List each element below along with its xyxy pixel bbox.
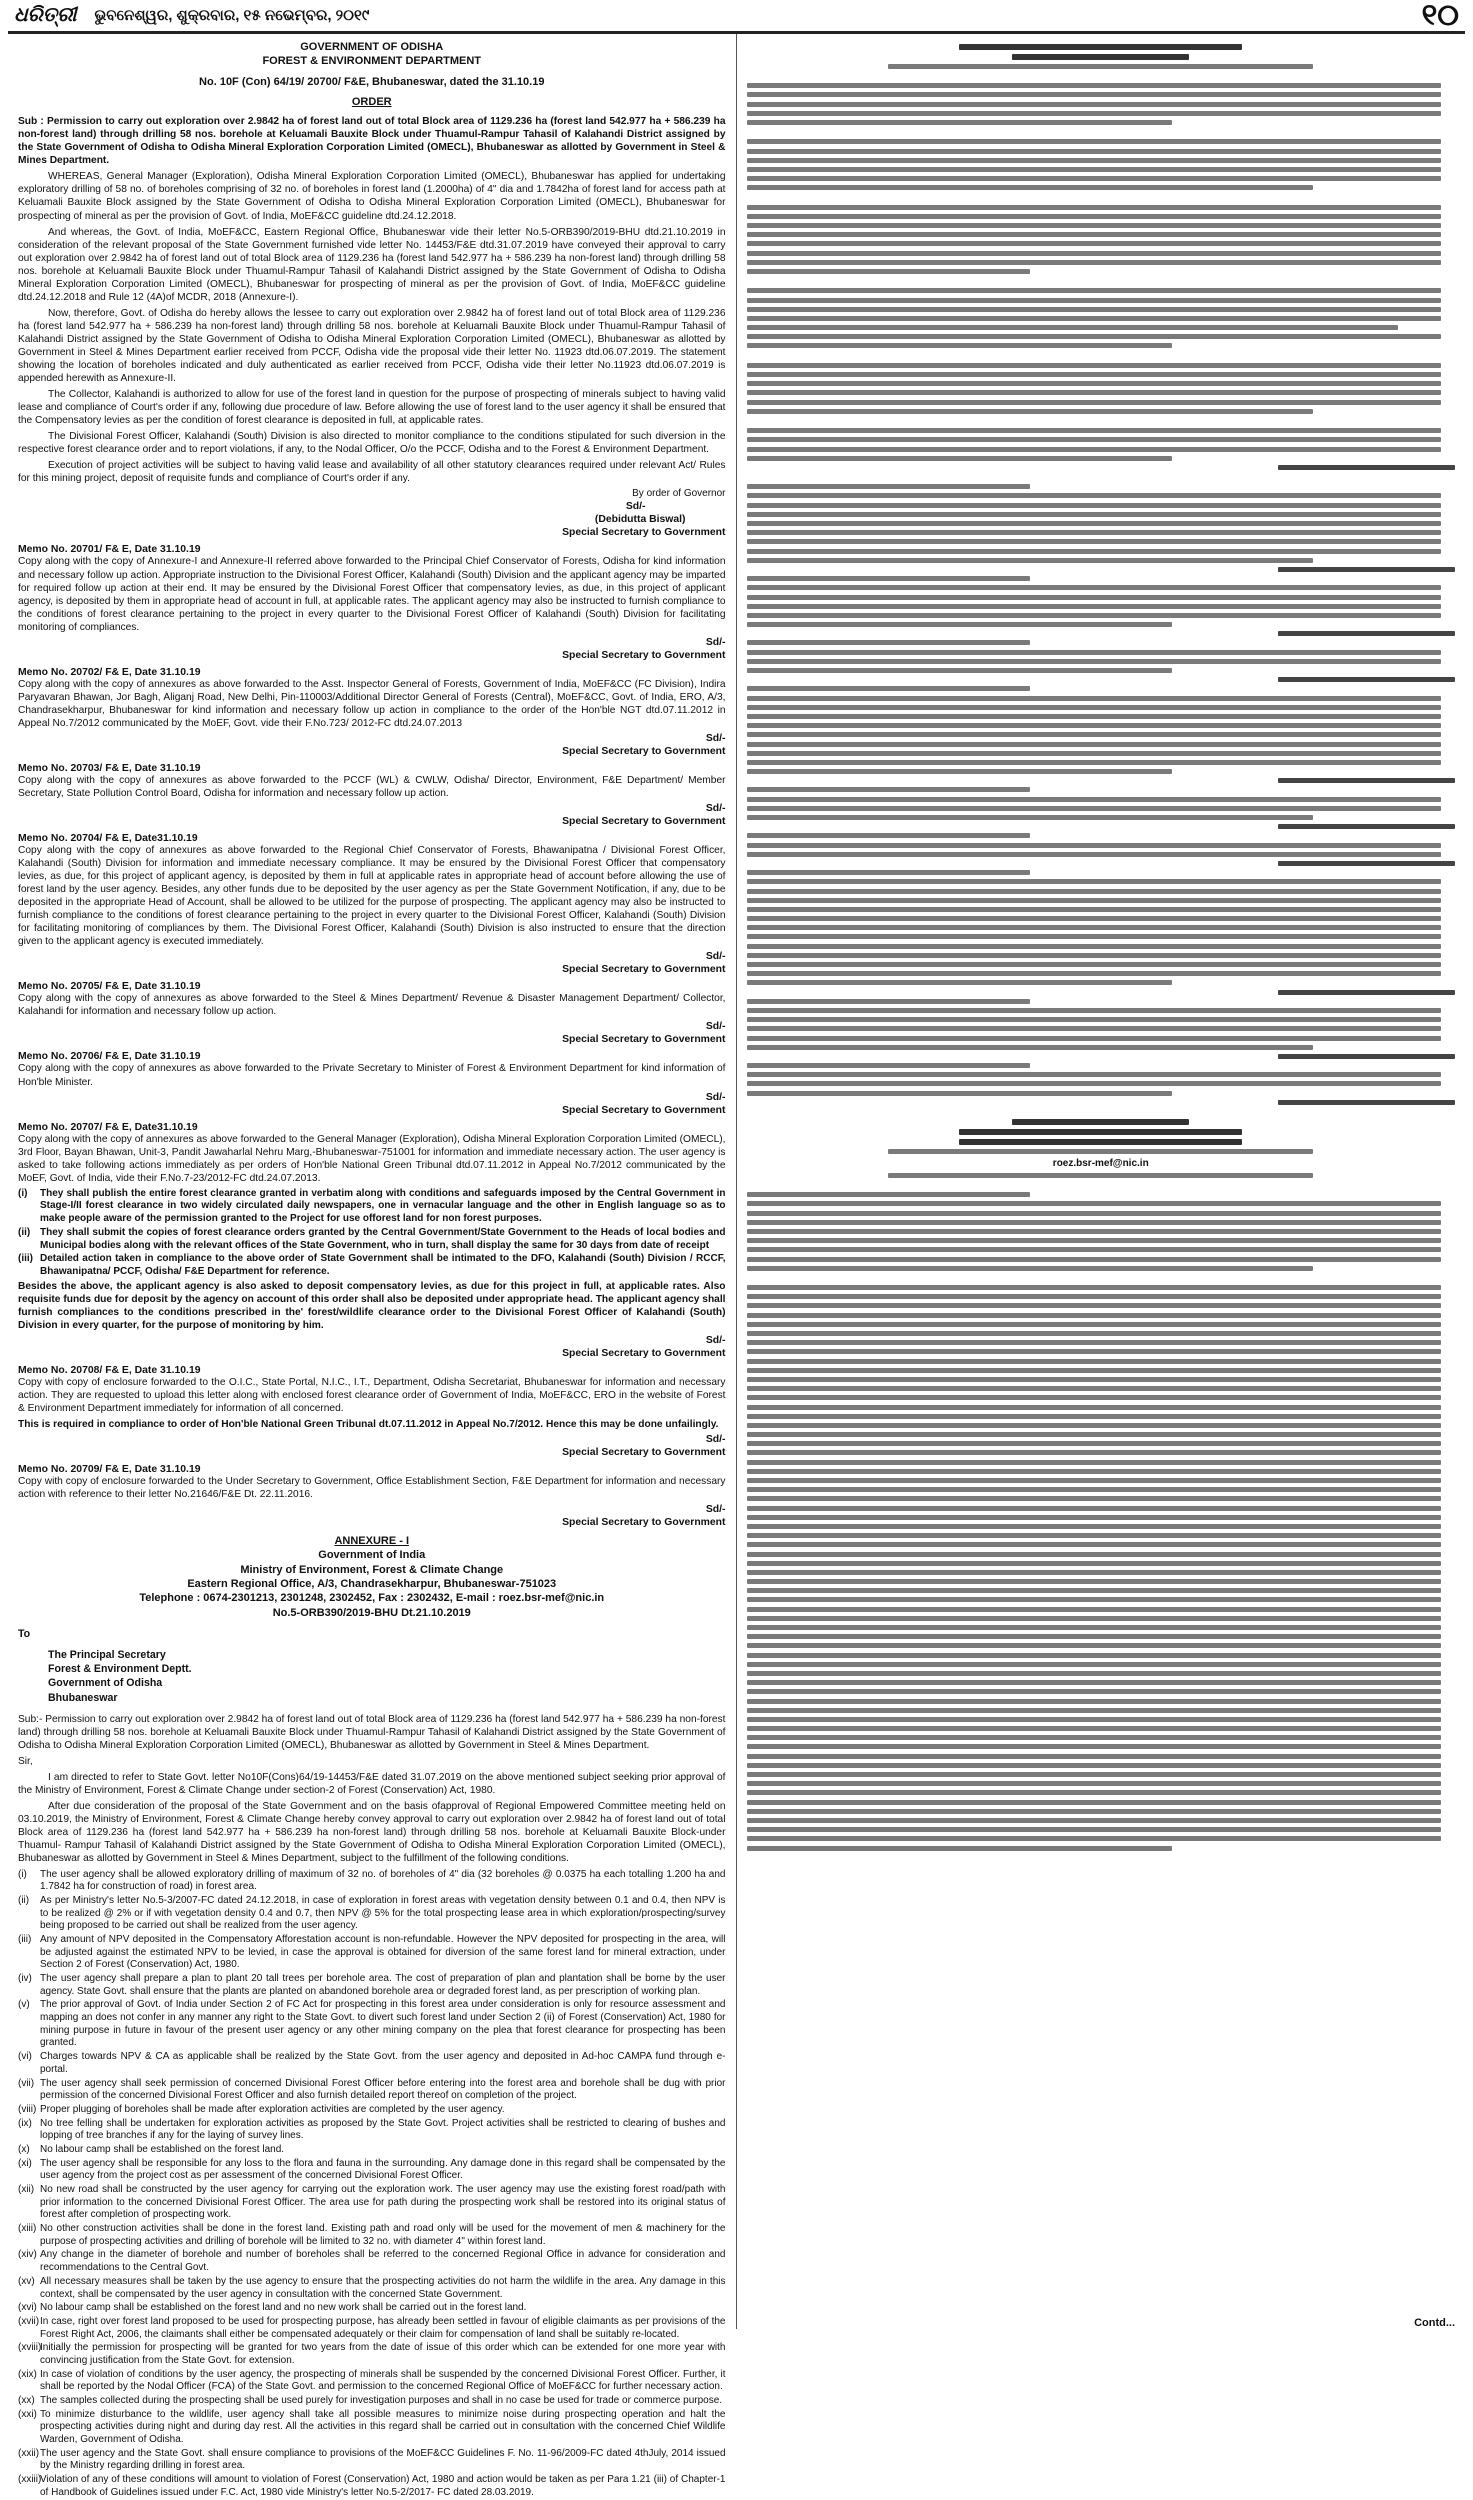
odia-text-line bbox=[747, 260, 1441, 265]
header-dateline: ଭୁବନେଶ୍ୱର, ଶୁକ୍ରବାର, ୧୫ ନଭେମ୍ବର, ୨୦୧୯ bbox=[94, 7, 370, 24]
odia-text-line bbox=[747, 409, 1314, 414]
odia-text-line bbox=[747, 1257, 1441, 1262]
odia-text-line bbox=[747, 879, 1441, 884]
condition-item: (xvii) In case, right over forest land proposed to be used for prospecting purpose, has already been settled in favour of eligible claimants as per provisions of the Forest Right Act, 2006, the claimants shall either be compensated adequately or their claim for compensation of land shall be suitably re-located. bbox=[18, 2315, 726, 2340]
odia-text-line bbox=[747, 167, 1441, 172]
signatory-designation: Special Secretary to Government bbox=[562, 1517, 726, 1529]
odia-text-block bbox=[747, 44, 1456, 1851]
odia-text-line bbox=[747, 1091, 1172, 1096]
odia-text-line bbox=[747, 1377, 1441, 1382]
odia-text-line bbox=[747, 852, 1441, 857]
memo-title: Memo No. 20706/ F& E, Date 31.10.19 bbox=[18, 1051, 201, 1063]
condition-item: (iv) The user agency shall prepare a plan to plant 20 tall trees per borehole area. The cost of preparation of plan and plantation shall be borne by the user agency. State Govt. shall ensure that the plants are planted on abandoned borehole area or degraded forest land, as per prescription of working plan. bbox=[18, 1973, 726, 1997]
odia-text-line bbox=[747, 806, 1441, 811]
odia-text-line bbox=[747, 843, 1441, 848]
odia-text-line bbox=[747, 686, 1030, 691]
odia-text-line bbox=[747, 1201, 1441, 1206]
odia-text-line bbox=[747, 428, 1441, 433]
odia-text-line bbox=[747, 1607, 1441, 1612]
odia-text-line bbox=[747, 1506, 1441, 1511]
odia-text-line bbox=[747, 1588, 1441, 1593]
odia-text-line bbox=[747, 1763, 1441, 1768]
order-para-3: Now, therefore, Govt. of Odisha do hereby allows the lessee to carry out exploration over 2.9842 ha of forest land out of total Block area of 1129.236 ha (forest land 542.977 ha + 586.239 ha non-forest land) through drilling 58 nos. borehole at Keluamali Bauxite Block under Thuamul-Rampur Tahasil of Kalahandi District assigned by the State Government of Odisha to Odisha Mineral Exploration Corporation Limited (OMECL), Bhubaneswar as allotted by Government in Steel & Mines Department earlier received from PCCF, Odisha vide the proposal vide their letter No. 11923 dtd.06.07.2019. The statement showing the location of boreholes indicated and duly authenticated as earlier received from PCCF, Odisha vide their letter No.11923 dtd.06.07.2019 is appended herewith as Annexure-II. bbox=[18, 307, 726, 385]
signatory-designation: Special Secretary to Government bbox=[562, 1446, 726, 1458]
memo-title: Memo No. 20702/ F& E, Date 31.10.19 bbox=[18, 666, 201, 678]
odia-text-line bbox=[747, 1561, 1441, 1566]
odia-text-line bbox=[747, 447, 1441, 452]
annexure-line: Government of India bbox=[318, 1549, 426, 1562]
odia-text-line bbox=[747, 1533, 1441, 1538]
odia-text-line bbox=[1278, 677, 1455, 682]
condition-item: (xvi) No labour camp shall be established on the forest land and no new work shall be carried out in the forest land. bbox=[18, 2302, 527, 2314]
signatory-designation: Special Secretary to Government bbox=[562, 1104, 726, 1116]
odia-text-line bbox=[747, 640, 1030, 645]
odia-text-line bbox=[747, 1008, 1441, 1013]
odia-text-line bbox=[1278, 465, 1455, 470]
odia-text-line bbox=[747, 1515, 1441, 1520]
odia-text-line bbox=[888, 1149, 1313, 1154]
odia-text-line bbox=[747, 390, 1441, 395]
odia-text-line bbox=[747, 521, 1441, 526]
odia-text-line bbox=[747, 353, 1456, 359]
continued-label: Contd... bbox=[1414, 2317, 1455, 2329]
odia-text-line bbox=[747, 1340, 1441, 1345]
sd-mark: Sd/- bbox=[705, 1504, 726, 1516]
odia-text-line bbox=[747, 999, 1030, 1004]
odia-text-line bbox=[747, 1579, 1441, 1584]
condition-item: (i) The user agency shall be allowed exploratory drilling of maximum of 32 no. of boreholes of 4" dia (32 boreholes @ 0.0375 ha each totalling 1.200 ha and 1.7842 ha for construction of road) in forest area. bbox=[18, 1868, 726, 1893]
odia-text-line bbox=[747, 1395, 1441, 1400]
odia-text-line bbox=[747, 760, 1441, 765]
sd-mark: Sd/- bbox=[625, 501, 646, 513]
odia-text-line bbox=[747, 1450, 1441, 1455]
odia-text-line bbox=[1278, 1100, 1455, 1105]
conditions-list bbox=[18, 1869, 726, 2500]
odia-text-line bbox=[747, 316, 1441, 321]
english-notice-column bbox=[8, 34, 737, 2498]
odia-text-line bbox=[747, 1800, 1441, 1805]
odia-text-line bbox=[747, 742, 1441, 747]
condition-item: (v) The prior approval of Govt. of India under Section 2 of FC Act for prospecting in this forest area under consideration is only for resource assessment and mapping an does not confer in any manner any right to the State Govt. to divert such forest land under Section 2 (ii) of Forest (Conservation) Act, 1980 for mining purpose in future in favour of the present user agency or any other mining company on the plea that forest clearance for prospecting has been granted. bbox=[18, 1999, 726, 2049]
odia-text-line bbox=[747, 732, 1441, 737]
page-number: ୧୦ bbox=[1421, 0, 1459, 32]
condition-item: (xiii) No other construction activities shall be done in the forest land. Existing path and road only will be used for the movement of men & machinery for the purpose of prospecting activities and drilling of borehole will be limited to 32 no. with diameter 4" within forest land. bbox=[18, 2223, 726, 2247]
order-para-4: The Collector, Kalahandi is authorized to allow for use of the forest land in question for the purpose of prospecting of minerals subject to having valid lease and compliance of Court's order if any, following due procedure of law. Before allowing the use of forest land to the user agency it shall be ensured that the Compensatory levies as per the condition of forest clearance is deposited in full, at applicable rates. bbox=[18, 389, 726, 427]
sd-mark: Sd/- bbox=[705, 803, 726, 815]
odia-text-line bbox=[747, 1846, 1172, 1851]
memo-body: Copy along with the copy of annexures as above forwarded to the General Manager (Exploration), Odisha Mineral Exploration Corporation Limited (OMECL), 3rd Floor, Bayan Bhawan, Unit-3, Pandit Jawaharlal Nehru Marg,-Bhubaneswar-751001 for information and immediate necessary action. The user agency is asked to take following actions immediately as per orders of Hon'ble National Green Tribunal dtd.07.11.2012 in Appeal No.7/2012 communicated by the MoEF, Govt. of India, vide their F.No.7-23/2012-FC dtd.24.07.2013. bbox=[18, 1133, 726, 1184]
odia-text-line bbox=[747, 484, 1030, 489]
odia-text-line bbox=[747, 158, 1441, 163]
odia-text-line bbox=[747, 1689, 1441, 1694]
odia-text-line bbox=[747, 622, 1172, 627]
odia-text-line bbox=[747, 1432, 1441, 1437]
odia-text-line bbox=[747, 400, 1441, 405]
odia-text-line bbox=[747, 1331, 1441, 1336]
annexure-para: I am directed to refer to State Govt. letter No10F(Cons)64/19-14453/F&E dated 31.07.2019 on the above mentioned subject seeking prior approval of the Ministry of Environment, Forest & Climate Change under section-2 of Forest (Conservation) Act, 1980. bbox=[18, 1772, 726, 1797]
odia-text-line bbox=[747, 1266, 1314, 1271]
odia-text-line bbox=[747, 1478, 1441, 1483]
sd-mark: Sd/- bbox=[705, 1334, 726, 1346]
odia-text-line bbox=[1278, 778, 1455, 783]
odia-text-line bbox=[747, 1827, 1441, 1832]
odia-text-line bbox=[747, 1726, 1441, 1731]
odia-text-line bbox=[747, 1036, 1441, 1041]
odia-text-line bbox=[1278, 567, 1455, 572]
condition-item: (iii) Any amount of NPV deposited in the Compensatory Afforestation account is non-refundable. However the NPV deposited for prospecting in the area, will be adjusted against the estimated NPV to be levied, in case the approval is obtained for diversion of the same forest land for mineral extraction, under Section 2 of Forest (Conservation) Act, 1980. bbox=[18, 1933, 726, 1971]
dept-heading: FOREST & ENVIRONMENT DEPARTMENT bbox=[262, 55, 482, 68]
odia-text-line bbox=[747, 1699, 1441, 1704]
memo-title: Memo No. 20707/ F& E, Date31.10.19 bbox=[18, 1121, 198, 1133]
odia-text-line bbox=[747, 474, 1456, 480]
sd-mark: Sd/- bbox=[705, 1433, 726, 1445]
signatory-designation: Special Secretary to Government bbox=[562, 649, 726, 661]
order-para-6: Execution of project activities will be subject to having valid lease and availability of all other statutory clearances required under relevant Act/ Rules for this mining project, deposit of requisite funds and compliance of Court's order if any. bbox=[18, 460, 726, 485]
annexure-title: ANNEXURE - I bbox=[334, 1535, 410, 1548]
odia-text-line bbox=[747, 1552, 1441, 1557]
odia-text-line bbox=[747, 659, 1441, 664]
memo-body: Copy along with the copy of annexures as above forwarded to the Asst. Inspector General of Forests, Government of India, MoEF&CC (FC Division), Indira Paryavaran Bhawan, Jor Bagh, Aliganj Road, New Delhi, Pin-110003/Additional Director General of Forests (Central), MoEF&CC, Govt. of India, ERO, A/3, Chandrasekharpur, Bhubaneswar for kind information and necessary follow up action in compliance to the order of the Hon'ble NGT dtd.07.11.2012 in Appeal No.7/2012 communicated by the MoEF, Govt. vide their F.No.723/ 2012-FC dtd.24.07.2013 bbox=[18, 678, 726, 729]
odia-text-line bbox=[747, 503, 1441, 508]
condition-item: (viii) Proper plugging of boreholes shall be made after exploration activities are completed by the user agency. bbox=[18, 2103, 505, 2115]
odia-text-line bbox=[747, 1192, 1030, 1197]
odia-text-line bbox=[747, 585, 1441, 590]
odia-text-line bbox=[747, 1081, 1441, 1086]
condition-item: (xv) All necessary measures shall be taken by the use agency to ensure that the prospecting activities do not harm the wildlife in the area. Any damage in this context, shall be compensated by the user agency in consultation with the concerned State Government. bbox=[18, 2275, 726, 2300]
odia-text-line bbox=[747, 1349, 1441, 1354]
memo-item: (iii) Detailed action taken in compliance to the above order of State Government shall be intimated to the DFO, Kalahandi (South) Division / RCCF, Bhawanipatna/ PCCF, Odisha/ F&E Department for reference. bbox=[18, 1253, 726, 1277]
odia-text-line bbox=[747, 139, 1441, 144]
addressee-block: The Principal Secretary Forest & Environment Deptt. Government of Odisha Bhubaneswar bbox=[48, 1648, 192, 1704]
odia-text-line bbox=[888, 1173, 1313, 1178]
odia-text-line bbox=[747, 1045, 1314, 1050]
odia-text-line bbox=[747, 325, 1399, 330]
odia-text-line bbox=[747, 1026, 1441, 1031]
memo-title: Memo No. 20704/ F& E, Date31.10.19 bbox=[18, 833, 198, 845]
odia-text-line bbox=[747, 232, 1441, 237]
signatory-designation: Special Secretary to Government bbox=[562, 964, 726, 976]
odia-text-line bbox=[747, 1772, 1441, 1777]
masthead: ଧରିତ୍ରୀ bbox=[14, 4, 77, 26]
odia-text-line bbox=[747, 269, 1030, 274]
odia-text-line bbox=[747, 907, 1441, 912]
salutation: Sir, bbox=[18, 1756, 33, 1768]
odia-text-line bbox=[747, 1570, 1441, 1575]
order-heading: ORDER bbox=[351, 95, 392, 108]
odia-text-line bbox=[747, 120, 1172, 125]
odia-text-line bbox=[747, 512, 1441, 517]
memo-body: Copy along with the copy of annexures as above forwarded to the Regional Chief Conservator of Forests, Bhawanipatna / Divisional Forest Officer, Kalahandi (South) Division for information and immediate necessary compliance. It may be ensured by the Divisional Forest Officer that compensatory levies, as due, for this project of applicant agency, is deposited by them in full at applicable rates in appropriate head of account before allowing the use of forest land by the user agency. Besides, any other funds due to be deposited by the user agency as per the State Government Notification, if any, due to be deposited in the appropriate Head of Account, shall be allowed to be utilized for the purpose of prospecting. The applicant agency may also be instructed to furnish compliance to the conditions of forest clearance pertaining to the project in every quarter to the Divisional Forest Officer, Kalahandi (South) Division for facilitating monitoring of compliances by them. The Divisional Forest Officer, Kalahandi (South) Division is also instructed to ensure that the direction given to the applicant agency is executed immediately. bbox=[18, 845, 726, 948]
memo-title: Memo No. 20709/ F& E, Date 31.10.19 bbox=[18, 1463, 201, 1475]
odia-text-line bbox=[747, 1359, 1441, 1364]
annexure-line: Ministry of Environment, Forest & Climate Change bbox=[240, 1563, 504, 1576]
odia-text-line bbox=[747, 1294, 1441, 1299]
sd-mark: Sd/- bbox=[705, 1091, 726, 1103]
odia-text-line bbox=[747, 418, 1456, 424]
odia-text-line bbox=[747, 1634, 1441, 1639]
odia-text-line bbox=[747, 925, 1441, 930]
odia-text-line bbox=[747, 668, 1172, 673]
memo-body: Copy along with the copy of annexures as above forwarded to the Steel & Mines Department/ Revenue & Disaster Management Department/ Collector, Kalahandi for information and necessary follow up action. bbox=[18, 993, 726, 1018]
odia-text-line bbox=[747, 1109, 1456, 1115]
condition-item: (xiv) Any change in the diameter of borehole and number of boreholes shall be referred to the concerned Regional Office in advance for consideration and recommendations to the Central Govt. bbox=[18, 2249, 726, 2274]
odia-text-line bbox=[747, 149, 1441, 154]
by-order: By order of Governor bbox=[632, 488, 726, 500]
odia-text-line bbox=[747, 1671, 1441, 1676]
odia-text-line bbox=[747, 650, 1441, 655]
condition-item: (vii) The user agency shall seek permission of concerned Divisional Forest Officer before entering into the forest area and borehole shall be dug with prior permission of the concerned Divisional Forest Officer and also furnish detailed report thereof on completion of the project. bbox=[18, 2077, 726, 2102]
odia-text-line bbox=[747, 1524, 1441, 1529]
odia-text-line bbox=[747, 251, 1441, 256]
odia-text-line bbox=[747, 288, 1441, 293]
condition-item: (xxii) The user agency and the State Govt. shall ensure compliance to provisions of the MoEF&CC Guidelines F. No. 11-96/2009-FC dated 4thJuly, 2014 issued by the Ministry regarding drilling in forest area. bbox=[18, 2447, 726, 2472]
odia-text-line bbox=[747, 363, 1441, 368]
annexure-subject: Sub:- Permission to carry out exploration over 2.9842 ha of forest land out of total Block area of 1129.236 ha (forest land 542.977 ha + 586.239 ha non-forest land) through drilling 58 nos. borehole at Keluamali Bauxite Block under Thuamul-Rampur Tahasil of Kalahandi District assigned by the State Government of Odisha to Odisha Mineral Exploration Corporation Limited (OMECL), Bhubaneswar as allotted by Government in Steel & Mines Department. bbox=[18, 1714, 726, 1752]
odia-text-line bbox=[747, 558, 1314, 563]
memo-body: Copy along with the copy of Annexure-I and Annexure-II referred above forwarded to the Principal Chief Conservator of Forests, Odisha for kind information and necessary follow up action. Appropriate instruction to the Divisional Forest Officer, Kalahandi (South) Division and the applicant agency may be imparted for required follow up action at their end. It may be ensured by the Divisional Forest Officer that compensatory levies, as due, in this project of applicant agency, is deposited by them in appropriate head of account in full, at applicable rates. The applicant agency may also be instructed to furnish compliance to the conditions of forest clearance pertaining to the project in every quarter to the Divisional Forest Officer of Kalahandi (South) Division for facilitating monitoring of compliances. bbox=[18, 556, 726, 633]
memo-besides: Besides the above, the applicant agency is also asked to deposit compensatory levies, as due for this project in full, at applicable rates. Also requisite funds due for deposit by the agency on account of this order shall also be deposited under appropriate head. The applicant agency shall furnish compliances to the conditions prescribed in the' forest/wildlife clearance order to the Divisional Forest Officer of Kalahandi (South) Division in every quarter, for the purpose of monitoring by him. bbox=[18, 1280, 726, 1331]
odia-text-line bbox=[747, 437, 1441, 442]
odia-text-line bbox=[747, 1386, 1441, 1391]
annexure-line: Telephone : 0674-2301213, 2301248, 2302452, Fax : 2302432, E-mail : roez.bsr-mef@nic.in bbox=[139, 1592, 605, 1605]
odia-text-line bbox=[747, 278, 1456, 284]
memo-bold-note: This is required in compliance to order of Hon'ble National Green Tribunal dt.07.11.2012 in Appeal No.7/2012. Hence this may be done unfailingly. bbox=[18, 1418, 719, 1430]
memo-title: Memo No. 20701/ F& E, Date 31.10.19 bbox=[18, 544, 201, 556]
odia-text-line bbox=[747, 696, 1441, 701]
odia-text-line bbox=[747, 714, 1441, 719]
odia-text-line bbox=[747, 1414, 1441, 1419]
to-label: To bbox=[18, 1627, 31, 1640]
memo-body: Copy with copy of enclosure forwarded to the Under Secretary to Government, Office Establishment Section, F&E Department for information and necessary action with reference to their letter No.21646/F&E Dt. 22.11.2016. bbox=[18, 1475, 726, 1500]
odia-text-line bbox=[747, 1836, 1441, 1841]
odia-text-line bbox=[747, 1616, 1441, 1621]
odia-text-line bbox=[747, 1182, 1456, 1188]
odia-text-line bbox=[747, 1211, 1441, 1216]
odia-text-line bbox=[747, 1744, 1441, 1749]
odia-text-line bbox=[959, 1139, 1242, 1145]
odia-text-line bbox=[747, 815, 1314, 820]
odia-text-line bbox=[747, 1441, 1441, 1446]
memo-body: Copy with copy of enclosure forwarded to the O.I.C., State Portal, N.I.C., I.T., Department, Odisha Secretariat, Bhubaneswar for information and necessary action. They are requested to upload this letter along with enclosed forest clearance order of Government of India, MoEF&CC, ERO in the website of Forest & Environment Department immediately for information of all concerned. bbox=[18, 1376, 726, 1414]
sd-mark: Sd/- bbox=[705, 1021, 726, 1033]
annexure-line: No.5-ORB390/2019-BHU Dt.21.10.2019 bbox=[272, 1606, 471, 1619]
odia-text-line bbox=[959, 1129, 1242, 1135]
odia-text-line bbox=[1278, 861, 1455, 866]
odia-text-line bbox=[747, 194, 1456, 200]
odia-text-line bbox=[747, 73, 1456, 79]
odia-text-line bbox=[747, 1809, 1441, 1814]
odia-text-line bbox=[747, 307, 1441, 312]
signatory-designation: Special Secretary to Government bbox=[562, 745, 726, 757]
odia-text-line bbox=[747, 223, 1441, 228]
signatory-designation: Special Secretary to Government bbox=[562, 527, 726, 539]
sd-mark: Sd/- bbox=[705, 951, 726, 963]
odia-text-line bbox=[747, 934, 1441, 939]
condition-item: (vi) Charges towards NPV & CA as applicable shall be realized by the State Govt. from the user agency and deposited in Ad-hoc CAMPA fund through e-portal. bbox=[18, 2051, 726, 2075]
odia-text-line bbox=[747, 343, 1172, 348]
odia-text-line bbox=[747, 539, 1441, 544]
odia-text-line bbox=[747, 1754, 1441, 1759]
odia-text-line bbox=[747, 493, 1441, 498]
odia-text-line bbox=[747, 787, 1030, 792]
odia-text-line bbox=[747, 1460, 1441, 1465]
condition-item: (xviii) Initially the permission for prospecting will be granted for two years from the date of issue of this order which can be extended for one more year with convincing justification from the State Govt. for extension. bbox=[18, 2342, 726, 2366]
signatory-designation: Special Secretary to Government bbox=[562, 1347, 726, 1359]
page-header bbox=[8, 0, 1465, 34]
odia-text-line bbox=[747, 102, 1441, 107]
odia-text-line bbox=[747, 870, 1030, 875]
odia-text-line bbox=[747, 1072, 1441, 1077]
condition-item: (ix) No tree felling shall be undertaken for exploration activities as proposed by the State Govt. Project activities shall be restricted to clearing of bushes and lopping of tree branches if any for the laying of survey lines. bbox=[18, 2117, 726, 2142]
odia-text-line bbox=[747, 1017, 1441, 1022]
odia-text-line bbox=[747, 1708, 1441, 1713]
odia-text-line bbox=[747, 1313, 1441, 1318]
odia-text-line bbox=[747, 1238, 1441, 1243]
odia-text-line bbox=[747, 185, 1314, 190]
odia-text-line bbox=[747, 1818, 1441, 1823]
odia-text-line bbox=[747, 1653, 1441, 1658]
memo-item: (i) They shall publish the entire forest clearance granted in verbatim along with conditions and safeguards imposed by the Central Government in Stage-I/II forest clearance in two widely circulated daily newspapers, one in vernacular language and the other in English language so as to make people aware of the permission granted to the Project for use offorest land for non forest purposes. bbox=[18, 1187, 726, 1225]
annexure-line: Eastern Regional Office, A/3, Chandrasekharpur, Bhubaneswar-751023 bbox=[187, 1577, 557, 1590]
odia-text-line bbox=[1278, 824, 1455, 829]
odia-text-line bbox=[747, 83, 1441, 88]
odia-text-line bbox=[747, 456, 1172, 461]
condition-item: (xii) No new road shall be constructed by the user agency for carrying out the exploration work. The user agency may use the existing forest road/path with prior information to the concerned Divisional Forest Officer. The area use for path during the prospecting work shall be restored into its original status of forest after completion of prospecting work. bbox=[18, 2184, 726, 2221]
memo-title: Memo No. 20705/ F& E, Date 31.10.19 bbox=[18, 981, 201, 993]
odia-text-line bbox=[747, 1597, 1441, 1602]
odia-text-line bbox=[747, 980, 1172, 985]
odia-text-line bbox=[1278, 631, 1455, 636]
odia-text-line bbox=[747, 1220, 1441, 1225]
odia-text-line bbox=[747, 1405, 1441, 1410]
condition-item: (ii) As per Ministry's letter No.5-3/2007-FC dated 24.12.2018, in case of exploration in forest areas with vegetation density between 0.1 and 0.4, then NPV is to be realized @ 2% or if with vegetation density 0.4 and 0.7, then NPV @ 5% for the total prospecting lease area in which exploration/prospecting/survey being proposed to be carried out shall be realized from the user agency. bbox=[18, 1894, 726, 1932]
odia-text-line bbox=[747, 176, 1441, 181]
signatory-name: (Debidutta Biswal) bbox=[594, 514, 686, 526]
odia-text-line bbox=[747, 751, 1441, 756]
email-address: roez.bsr-mef@nic.in bbox=[1052, 1158, 1149, 1169]
signatory-designation: Special Secretary to Government bbox=[562, 1034, 726, 1046]
odia-text-line bbox=[747, 1625, 1441, 1630]
odia-text-line bbox=[747, 205, 1441, 210]
odia-text-line bbox=[747, 1643, 1441, 1648]
memo-title: Memo No. 20703/ F& E, Date 31.10.19 bbox=[18, 762, 201, 774]
odia-text-line bbox=[747, 298, 1441, 303]
odia-text-line bbox=[747, 1303, 1441, 1308]
odia-text-line bbox=[747, 898, 1441, 903]
sd-mark: Sd/- bbox=[705, 732, 726, 744]
odia-text-line bbox=[888, 64, 1313, 69]
odia-text-line bbox=[747, 549, 1441, 554]
sd-mark: Sd/- bbox=[705, 636, 726, 648]
odia-text-line bbox=[747, 1542, 1441, 1547]
order-para-5: The Divisional Forest Officer, Kalahandi (South) Division is also directed to monitor compliance to the conditions stipulated for such diversion in the respective forest clearance order and to report violations, if any, to the Nodal Officer, O/o the PCCF, Odisha and to the Forest & Environment Department. bbox=[18, 431, 726, 456]
odia-text-line bbox=[747, 1423, 1441, 1428]
odia-text-line bbox=[747, 214, 1441, 219]
odia-text-line bbox=[747, 1487, 1441, 1492]
condition-item: (xx) The samples collected during the prospecting shall be used purely for investigation purposes and shall in no case be used for trade or commerce purpose. bbox=[18, 2395, 723, 2407]
gov-heading: GOVERNMENT OF ODISHA bbox=[300, 41, 444, 53]
odia-text-line bbox=[747, 241, 1441, 246]
odia-text-line bbox=[747, 372, 1441, 377]
order-para-2: And whereas, the Govt. of India, MoEF&CC, Eastern Regional Office, Bhubaneswar vide their letter No.5-ORB390/2019-BHU dtd.21.10.2019 in consideration of the relevant proposal of the State Government furnished vide letter No. 14453/F&E dtd.31.07.2019 have conveyed their approval to carry out exploration over 2.9842 ha of forest land out of total Block area of 1129.236 ha (forest land 542.977 ha + 586.239 ha non-forest land) through drilling 58 nos. borehole at Keluamali Bauxite Block under Thuamul-Rampur Tahasil of Kalahandi District assigned by the State Government of Odisha to Odisha Mineral Exploration Corporation Limited (OMECL), Bhubaneswar for prospecting of mineral as per the provision of Govt. of India, MoEF&CC guideline dtd.24.12.2018 and Rule 12 (4A)of MCDR, 2018 (Annexure-I). bbox=[18, 226, 726, 303]
odia-text-line bbox=[747, 1735, 1441, 1740]
odia-text-line bbox=[747, 1229, 1441, 1234]
odia-text-line bbox=[747, 916, 1441, 921]
odia-text-line bbox=[747, 111, 1441, 116]
odia-text-line bbox=[747, 1285, 1441, 1290]
order-para-1: WHEREAS, General Manager (Exploration), Odisha Mineral Exploration Corporation Limited (OMECL), Bhubaneswar has applied for undertaking exploratory drilling of 58 no. of boreholes comprising of 32 no. of boreholes in forest land (1.2000ha) of 4" dia and 1.7842ha of forest land for access path at Keluamali Bauxite Block assigned by the State Government of Odisha to Odisha Mineral Exploration Corporation Limited (OMECL), Bhubaneswar for prospecting of mineral as per the provision of Govt. of India, MoEF&CC guideline dtd.24.12.2018. bbox=[18, 171, 726, 222]
odia-text-line bbox=[747, 705, 1441, 710]
odia-text-line bbox=[747, 769, 1172, 774]
odia-text-line bbox=[1278, 1054, 1455, 1059]
odia-text-line bbox=[747, 962, 1441, 967]
odia-text-line bbox=[747, 595, 1441, 600]
odia-text-line bbox=[1012, 1119, 1189, 1125]
odia-text-line bbox=[747, 334, 1441, 339]
odia-text-line bbox=[747, 833, 1030, 838]
condition-item: (xxi) To minimize disturbance to the wildlife, user agency shall take all possible measures to minimize noise during prospecting operation and halt the prospecting activities during night and during day rest. All the activities in this regard shall be carried out in consultation with the concerned Chief Wildlife Warden, Government of Odisha. bbox=[18, 2408, 726, 2446]
odia-text-line bbox=[747, 1247, 1441, 1252]
odia-text-line bbox=[747, 1322, 1441, 1327]
odia-text-line bbox=[747, 889, 1441, 894]
odia-text-line bbox=[747, 604, 1441, 609]
memo-title: Memo No. 20708/ F& E, Date 31.10.19 bbox=[18, 1364, 201, 1376]
order-number: No. 10F (Con) 64/19/ 20700/ F&E, Bhubaneswar, dated the 31.10.19 bbox=[199, 75, 545, 88]
odia-notice-column bbox=[737, 34, 1466, 2329]
odia-text-line bbox=[1278, 990, 1455, 995]
odia-text-line bbox=[1012, 54, 1189, 60]
condition-item: (xix) In case of violation of conditions by the user agency, the prospecting of minerals shall be suspended by the concerned Divisional Forest Officer. Further, it shall be reported by the Nodal Officer (FCA) of the State Govt. and permission to the concerned Regional Office of MoEF&CC for further necessary action. bbox=[18, 2368, 726, 2393]
memo-item: (ii) They shall submit the copies of forest clearance orders granted by the Central Government/State Government to the Heads of local bodies and Municipal bodies along with the relevant offices of the State Government, who in turn, shall display the same for 30 days from date of receipt bbox=[18, 1226, 726, 1251]
condition-item: (xi) The user agency shall be responsible for any loss to the flora and fauna in the surrounding. Any damage done in this regard shall be compensated by the user agency from the project cost as per assessment of the concerned Divisional Forest Officer. bbox=[18, 2157, 726, 2182]
odia-text-line bbox=[747, 576, 1030, 581]
odia-text-line bbox=[747, 1717, 1441, 1722]
odia-text-line bbox=[747, 381, 1441, 386]
odia-text-line bbox=[747, 1680, 1441, 1685]
signatory-designation: Special Secretary to Government bbox=[562, 816, 726, 828]
odia-text-line bbox=[747, 1063, 1030, 1068]
odia-text-line bbox=[747, 1662, 1441, 1667]
odia-text-line bbox=[747, 1368, 1441, 1373]
order-subject: Sub : Permission to carry out exploration over 2.9842 ha of forest land out of total Block area of 1129.236 ha (forest land 542.977 ha + 586.239 ha non-forest land) through drilling 58 nos. borehole at Keluamali Bauxite Block under Thuamul-Rampur Tahasil of Kalahandi District assigned by the State Government of Odisha to Odisha Mineral Exploration Corporation Limited (OMECL), Bhubaneswar as allotted by Government in Steel & Mines Department. bbox=[18, 116, 726, 167]
annexure-para: After due consideration of the proposal of the State Government and on the basis ofapproval of Regional Empowered Committee meeting held on 03.10.2019, the Ministry of Environment, Forest & Climate Change hereby convey approval to carry out exploration over 2.9842 ha of forest land out of total Block area of 1129.236 ha (forest land 542.977 ha + 586.239 ha non-forest land) through drilling 58 nos. borehole at Keluamali Bauxite Block-under Thuamul- Rampur Tahasil of Kalahandi District assigned by the State Government of Odisha to Odisha Mineral Exploration Corporation Limited (OMECL), Bhubaneswar as allotted by Government in Steel & Mines Department, subject to the fulfillment of the following conditions. bbox=[18, 1801, 726, 1865]
odia-text-line bbox=[747, 1790, 1441, 1795]
odia-text-line bbox=[747, 530, 1441, 535]
condition-item: (xxiii) Violation of any of these conditions will amount to violation of Forest (Conservation) Act, 1980 and action would be taken as per Para 1.21 (iii) of Chapter-1 of Handbook of Guidelines issued under F.C. Act, 1980 vide Ministry's letter No.5-2/2017- FC dated 28.03.2019. bbox=[18, 2474, 726, 2498]
odia-text-line bbox=[959, 44, 1242, 50]
odia-text-line bbox=[747, 1781, 1441, 1786]
odia-text-line bbox=[747, 1469, 1441, 1474]
odia-text-line bbox=[747, 1496, 1441, 1501]
odia-text-line bbox=[747, 944, 1441, 949]
odia-text-line bbox=[747, 953, 1441, 958]
odia-text-line bbox=[747, 92, 1441, 97]
odia-text-line bbox=[747, 797, 1441, 802]
odia-text-line bbox=[747, 129, 1456, 135]
memo-body: Copy along with the copy of annexures as above forwarded to the Private Secretary to Minister of Forest & Environment Department for kind information of Hon'ble Minister. bbox=[18, 1063, 726, 1088]
odia-text-line bbox=[747, 723, 1441, 728]
condition-item: (x) No labour camp shall be established on the forest land. bbox=[18, 2143, 285, 2155]
odia-text-line bbox=[747, 1275, 1456, 1281]
odia-text-line bbox=[747, 971, 1441, 976]
odia-text-line bbox=[747, 613, 1441, 618]
memo-body: Copy along with the copy of annexures as above forwarded to the PCCF (WL) & CWLW, Odisha/ Director, Environment, F&E Department/ Member Secretary, State Pollution Control Board, Odisha for information and necessary follow up action. bbox=[18, 774, 726, 799]
